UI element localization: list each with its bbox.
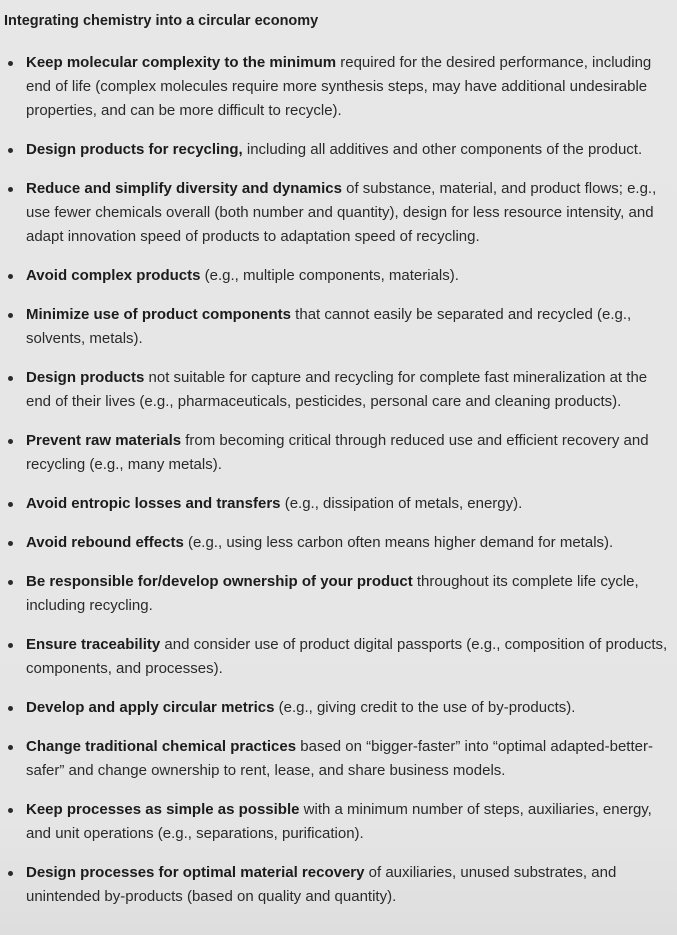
item-lead: Design products	[26, 369, 145, 386]
list-item	[0, 531, 677, 555]
list-item	[0, 798, 677, 846]
bullet-icon	[8, 580, 13, 585]
item-text: of auxiliaries, unused substrates, and unintended by-products (based on quality and quantity).	[26, 864, 617, 905]
item-lead: Change traditional chemical practices	[26, 738, 297, 755]
item-text: (e.g., multiple components, materials).	[200, 267, 459, 284]
bullet-icon	[8, 745, 13, 750]
bullet-icon	[8, 61, 13, 66]
document-title: Integrating chemistry into a circular economy	[4, 13, 319, 29]
item-text: from becoming critical through reduced use and efficient recovery and recycling (e.g., many metals).	[26, 432, 649, 473]
item-lead: Keep molecular complexity to the minimum	[26, 54, 337, 71]
list-item	[0, 696, 677, 720]
item-lead: Keep processes as simple as possible	[26, 801, 300, 818]
bullet-icon	[8, 871, 13, 876]
item-text: (e.g., giving credit to the use of by-products).	[274, 699, 576, 716]
item-text: with a minimum number of steps, auxiliaries, energy, and unit operations (e.g., separations, purification).	[26, 801, 652, 842]
item-lead: Be responsible for/develop ownership of your product	[26, 573, 413, 590]
list-item	[0, 570, 677, 618]
principles-list	[0, 51, 677, 924]
bullet-icon	[8, 439, 13, 444]
list-item	[0, 138, 677, 162]
list-item	[0, 264, 677, 288]
item-lead: Reduce and simplify diversity and dynamics	[26, 180, 342, 197]
bullet-icon	[8, 643, 13, 648]
item-text: that cannot easily be separated and recycled (e.g., solvents, metals).	[26, 306, 632, 347]
list-item	[0, 735, 677, 783]
item-text: including all additives and other components of the product.	[242, 141, 643, 158]
item-text: of substance, material, and product flows; e.g., use fewer chemicals overall (both number and quantity), design for less resource intensity, and adapt innovation speed of products to adaptation speed of recycling.	[26, 180, 657, 245]
list-item	[0, 633, 677, 681]
bullet-icon	[8, 187, 13, 192]
item-text: (e.g., dissipation of metals, energy).	[280, 495, 523, 512]
item-text: and consider use of product digital passports (e.g., composition of products, components, and processes).	[26, 636, 668, 677]
item-lead: Avoid complex products	[26, 267, 201, 284]
bullet-icon	[8, 148, 13, 153]
bullet-icon	[8, 541, 13, 546]
bullet-icon	[8, 274, 13, 279]
list-item	[0, 492, 677, 516]
item-lead: Prevent raw materials	[26, 432, 182, 449]
bullet-icon	[8, 808, 13, 813]
item-lead: Minimize use of product components	[26, 306, 292, 323]
list-item	[0, 429, 677, 477]
bullet-icon	[8, 376, 13, 381]
list-item	[0, 303, 677, 351]
item-text: (e.g., using less carbon often means higher demand for metals).	[183, 534, 614, 551]
list-item	[0, 366, 677, 414]
item-text: based on “bigger-faster” into “optimal adapted-better-safer” and change ownership to rent, lease, and share business models.	[26, 738, 653, 779]
bullet-icon	[8, 313, 13, 318]
bullet-icon	[8, 502, 13, 507]
item-lead: Avoid rebound effects	[26, 534, 184, 551]
item-lead: Develop and apply circular metrics	[26, 699, 275, 716]
item-lead: Avoid entropic losses and transfers	[26, 495, 281, 512]
item-lead: Ensure traceability	[26, 636, 161, 653]
item-text: throughout its complete life cycle, including recycling.	[26, 573, 639, 614]
item-text: required for the desired performance, including end of life (complex molecules require more synthesis steps, may have additional undesirable properties, and can be more difficult to recycle).	[26, 54, 652, 119]
list-item	[0, 861, 677, 909]
item-lead: Design products for recycling,	[26, 141, 243, 158]
list-item	[0, 177, 677, 249]
item-lead: Design processes for optimal material recovery	[26, 864, 365, 881]
item-text: not suitable for capture and recycling for complete fast mineralization at the end of their lives (e.g., pharmaceuticals, pesticides, personal care and cleaning products).	[26, 369, 648, 410]
bullet-icon	[8, 706, 13, 711]
list-item	[0, 51, 677, 123]
